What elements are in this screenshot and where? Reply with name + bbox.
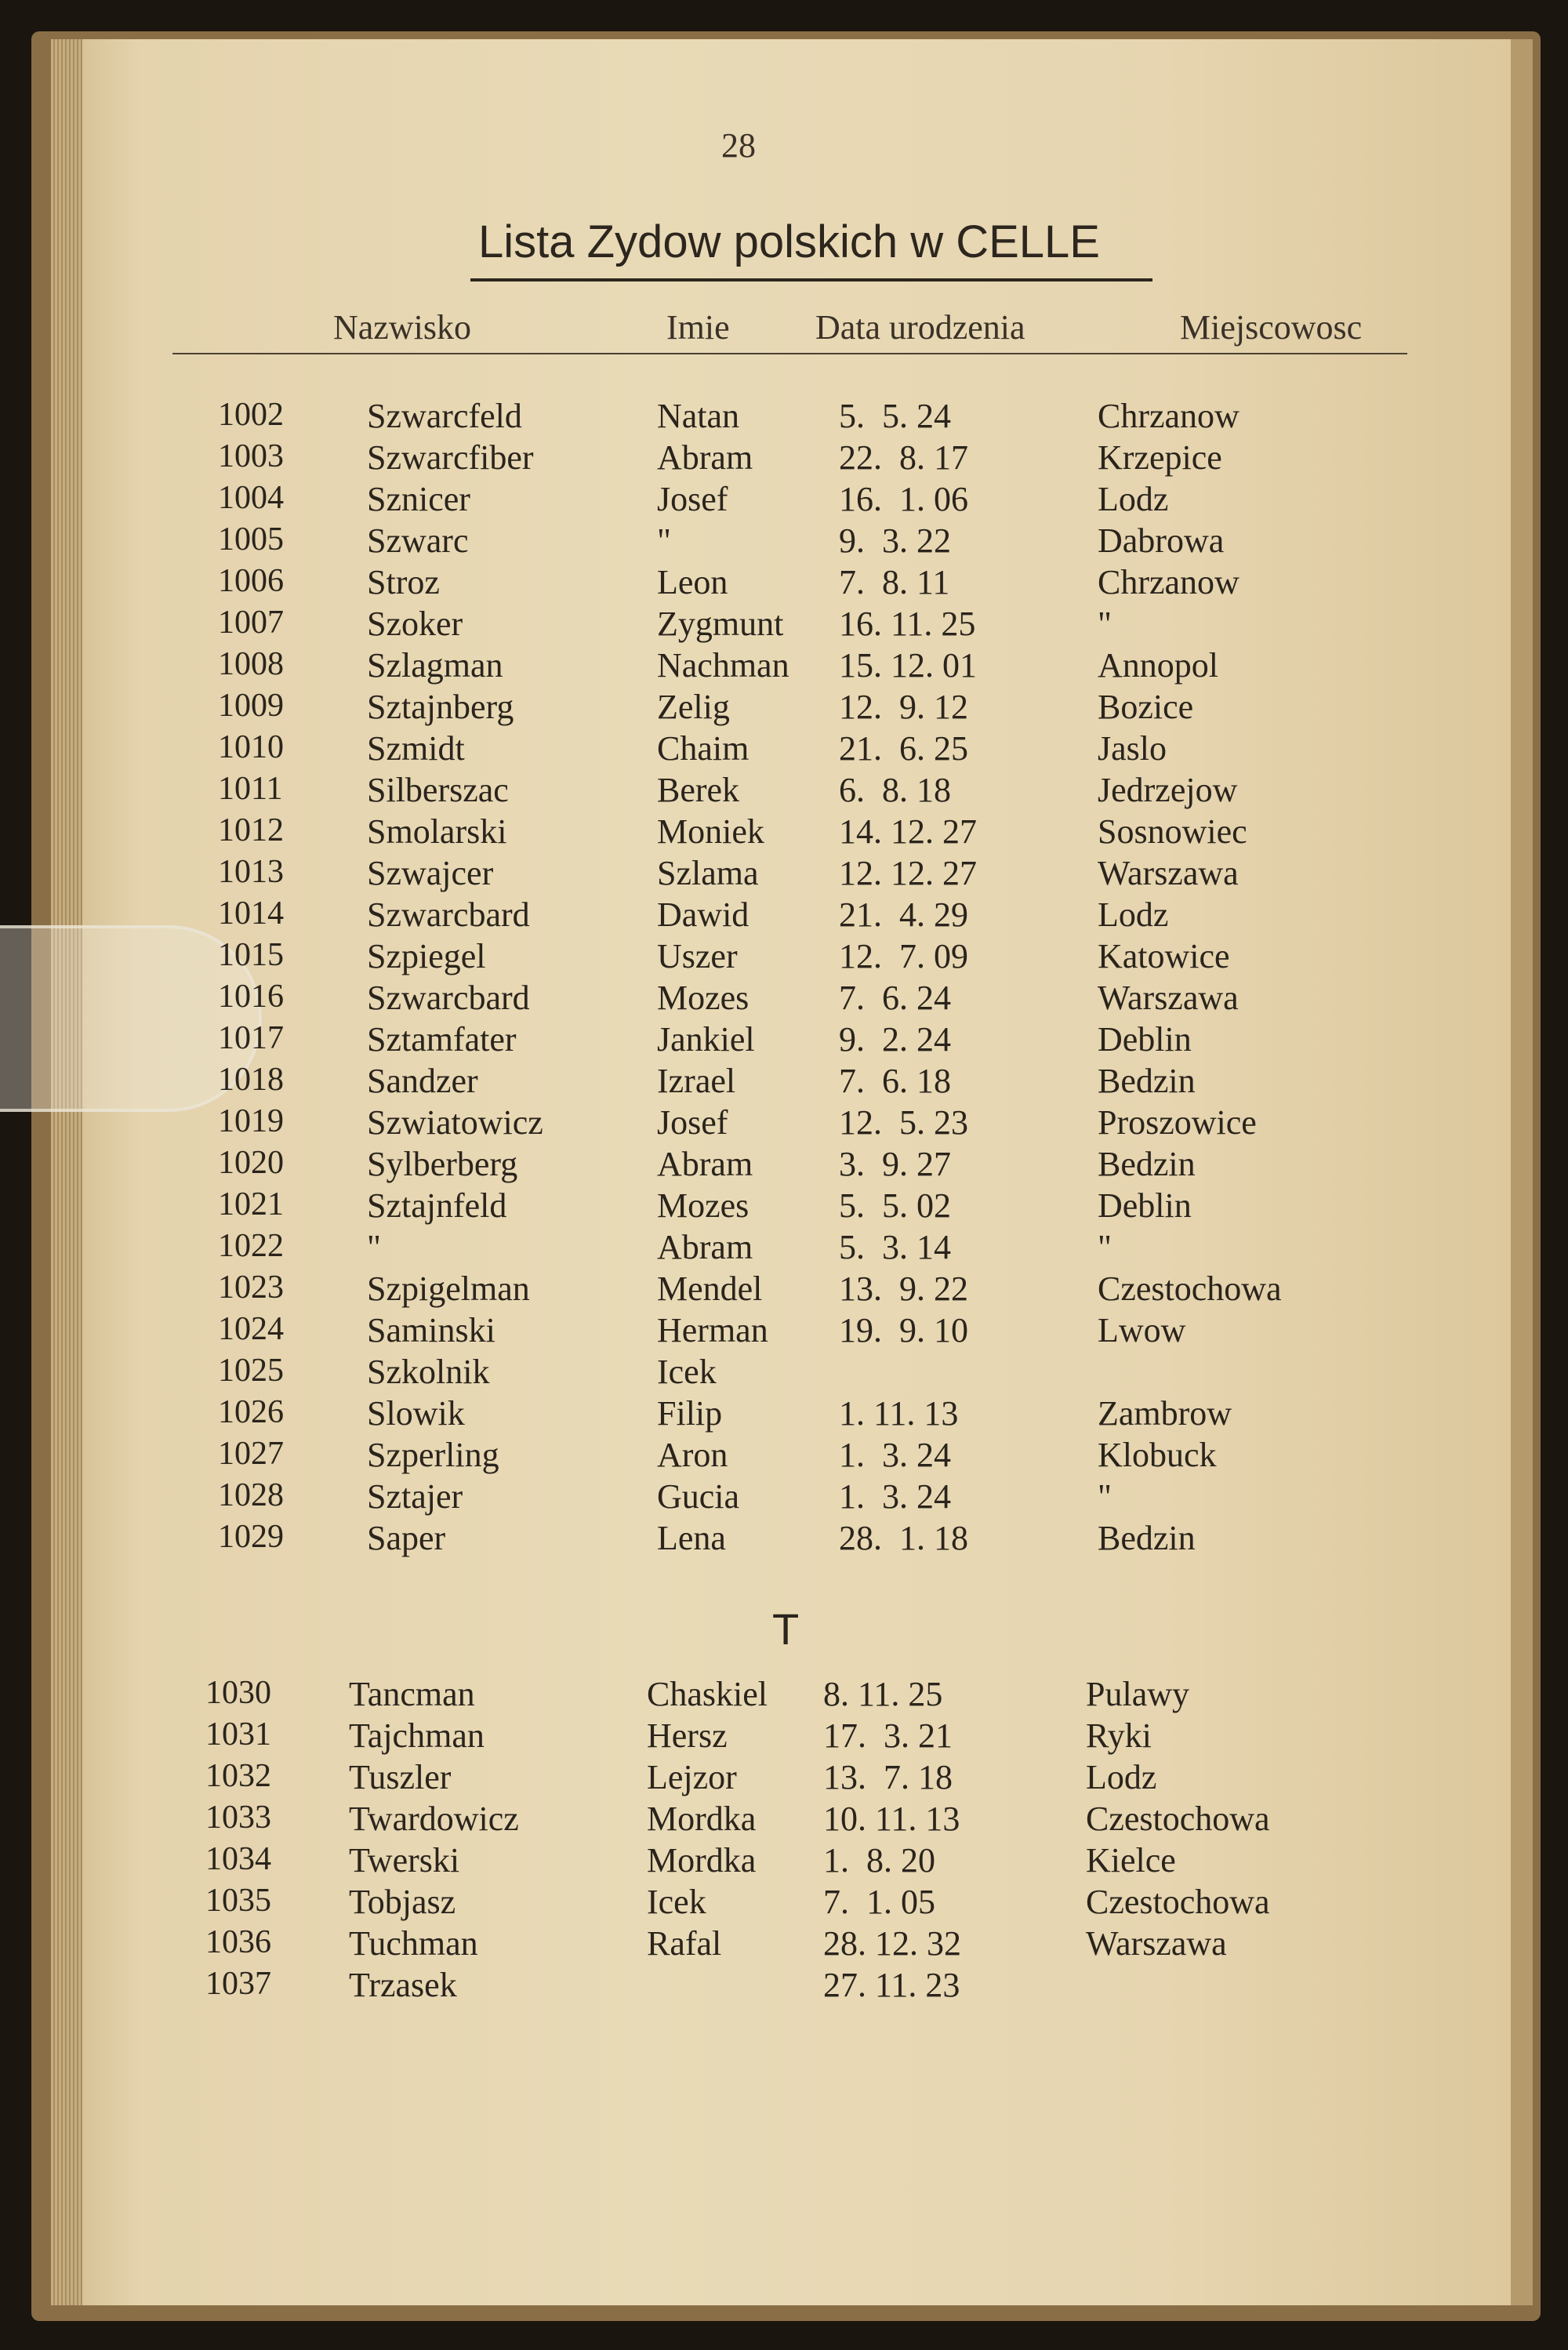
row-surname: Trzasek xyxy=(349,1966,457,2004)
row-number: 1021 xyxy=(218,1186,284,1222)
row-surname: Twerski xyxy=(349,1841,460,1880)
row-birth-date: 7. 6. 18 xyxy=(839,1062,951,1100)
row-first-name: Zelig xyxy=(657,688,730,726)
row-place: Lodz xyxy=(1098,895,1169,934)
page-title: Lista Zydow polskich w CELLE xyxy=(478,216,1100,267)
row-surname: Szwarcfiber xyxy=(367,438,534,477)
row-place: Czestochowa xyxy=(1098,1269,1282,1308)
row-birth-date: 10. 11. 13 xyxy=(823,1800,960,1838)
page-right-edge xyxy=(1511,39,1533,2305)
row-first-name: Uszer xyxy=(657,937,738,975)
row-number: 1008 xyxy=(218,646,284,682)
row-birth-date: 5. 5. 02 xyxy=(839,1186,951,1225)
row-surname: Szwarcbard xyxy=(367,979,530,1017)
row-birth-date: 5. 5. 24 xyxy=(839,397,951,435)
header-rule xyxy=(172,353,1407,354)
row-first-name: Leon xyxy=(657,563,728,601)
row-first-name: Abram xyxy=(657,1145,753,1183)
row-surname: Szpigelman xyxy=(367,1269,530,1308)
row-birth-date: 3. 9. 27 xyxy=(839,1145,951,1183)
row-place: Warszawa xyxy=(1086,1924,1227,1963)
row-place: " xyxy=(1098,1477,1112,1516)
page-spine xyxy=(51,39,82,2305)
row-surname: " xyxy=(367,1228,381,1266)
row-surname: Sztajnfeld xyxy=(367,1186,507,1225)
row-surname: Sylberberg xyxy=(367,1145,518,1183)
row-birth-date: 21. 6. 25 xyxy=(839,729,968,768)
row-first-name: Mordka xyxy=(647,1841,757,1880)
row-surname: Szoker xyxy=(367,605,463,643)
row-birth-date: 14. 12. 27 xyxy=(839,812,977,851)
row-birth-date: 1. 3. 24 xyxy=(839,1436,951,1474)
row-number: 1029 xyxy=(218,1519,284,1555)
row-first-name: Mozes xyxy=(657,1186,750,1225)
row-surname: Szperling xyxy=(367,1436,499,1474)
row-first-name: Nachman xyxy=(657,646,789,685)
row-first-name: Jankiel xyxy=(657,1020,755,1059)
row-number: 1028 xyxy=(218,1477,284,1513)
row-first-name: Mozes xyxy=(657,979,750,1017)
row-place: Deblin xyxy=(1098,1186,1192,1225)
row-surname: Twardowicz xyxy=(349,1800,519,1838)
row-place: " xyxy=(1098,605,1112,643)
row-birth-date: 16. 11. 25 xyxy=(839,605,976,643)
row-number: 1012 xyxy=(218,812,284,848)
row-surname: Sztamfater xyxy=(367,1020,517,1059)
row-first-name: Lena xyxy=(657,1519,726,1557)
row-number: 1036 xyxy=(205,1924,271,1960)
row-first-name: Aron xyxy=(657,1436,728,1474)
row-first-name: Moniek xyxy=(657,812,764,851)
row-place: Warszawa xyxy=(1098,979,1239,1017)
row-birth-date: 1. 11. 13 xyxy=(839,1394,959,1433)
row-surname: Szlagman xyxy=(367,646,503,685)
row-number: 1023 xyxy=(218,1269,284,1306)
row-birth-date: 7. 6. 24 xyxy=(839,979,951,1017)
row-birth-date: 12. 7. 09 xyxy=(839,937,968,975)
row-place: Jedrzejow xyxy=(1098,771,1238,809)
row-number: 1018 xyxy=(218,1062,284,1098)
row-number: 1014 xyxy=(218,895,284,932)
row-surname: Tuchman xyxy=(349,1924,478,1963)
row-place: Katowice xyxy=(1098,937,1230,975)
row-place: Annopol xyxy=(1098,646,1218,685)
row-number: 1019 xyxy=(218,1103,284,1139)
row-place: Czestochowa xyxy=(1086,1883,1270,1921)
row-place: Bedzin xyxy=(1098,1062,1196,1100)
row-number: 1002 xyxy=(218,397,284,433)
row-surname: Szwarcbard xyxy=(367,895,530,934)
row-number: 1011 xyxy=(218,771,283,807)
row-birth-date: 12. 9. 12 xyxy=(839,688,968,726)
row-number: 1022 xyxy=(218,1228,284,1264)
row-number: 1017 xyxy=(218,1020,284,1056)
row-surname: Stroz xyxy=(367,563,440,601)
row-surname: Sznicer xyxy=(367,480,470,518)
row-surname: Smolarski xyxy=(367,812,507,851)
row-surname: Slowik xyxy=(367,1394,465,1433)
row-surname: Saminski xyxy=(367,1311,495,1349)
row-place: Chrzanow xyxy=(1098,397,1240,435)
header-first-name: Imie xyxy=(666,308,730,347)
row-place: Bedzin xyxy=(1098,1145,1196,1183)
page-number: 28 xyxy=(721,126,756,165)
row-place: Zambrow xyxy=(1098,1394,1232,1433)
header-surname: Nazwisko xyxy=(333,308,471,347)
row-surname: Szwarc xyxy=(367,521,469,560)
row-first-name: Mendel xyxy=(657,1269,763,1308)
row-birth-date: 13. 9. 22 xyxy=(839,1269,968,1308)
row-first-name: Josef xyxy=(657,1103,728,1142)
row-place: Klobuck xyxy=(1098,1436,1217,1474)
row-number: 1016 xyxy=(218,979,284,1015)
row-surname: Tobjasz xyxy=(349,1883,456,1921)
row-first-name: " xyxy=(657,521,671,560)
row-birth-date: 28. 12. 32 xyxy=(823,1924,961,1963)
row-surname: Silberszac xyxy=(367,771,509,809)
row-number: 1020 xyxy=(218,1145,284,1181)
row-first-name: Lejzor xyxy=(647,1758,737,1796)
row-first-name: Abram xyxy=(657,1228,753,1266)
row-number: 1007 xyxy=(218,605,284,641)
row-surname: Szkolnik xyxy=(367,1353,490,1391)
row-birth-date: 21. 4. 29 xyxy=(839,895,968,934)
row-birth-date: 7. 8. 11 xyxy=(839,563,950,601)
row-number: 1030 xyxy=(205,1675,271,1711)
row-surname: Szpiegel xyxy=(367,937,486,975)
row-surname: Saper xyxy=(367,1519,446,1557)
row-place: Krzepice xyxy=(1098,438,1222,477)
row-birth-date: 5. 3. 14 xyxy=(839,1228,951,1266)
row-number: 1006 xyxy=(218,563,284,599)
row-place: Sosnowiec xyxy=(1098,812,1247,851)
row-first-name: Izrael xyxy=(657,1062,736,1100)
row-first-name: Chaskiel xyxy=(647,1675,768,1713)
row-birth-date: 1. 8. 20 xyxy=(823,1841,935,1880)
row-first-name: Herman xyxy=(657,1311,768,1349)
row-surname: Szwiatowicz xyxy=(367,1103,543,1142)
row-first-name: Natan xyxy=(657,397,740,435)
row-place: Jaslo xyxy=(1098,729,1167,768)
row-birth-date: 22. 8. 17 xyxy=(839,438,968,477)
row-surname: Sztajer xyxy=(367,1477,463,1516)
row-number: 1033 xyxy=(205,1800,271,1836)
section-letter: T xyxy=(772,1604,800,1654)
row-first-name: Josef xyxy=(657,480,728,518)
row-number: 1032 xyxy=(205,1758,271,1794)
row-place: Deblin xyxy=(1098,1020,1192,1059)
row-place: Kielce xyxy=(1086,1841,1176,1880)
row-first-name: Rafal xyxy=(647,1924,722,1963)
row-surname: Szwajcer xyxy=(367,854,494,892)
row-number: 1037 xyxy=(205,1966,271,2002)
row-place: Bedzin xyxy=(1098,1519,1196,1557)
row-number: 1035 xyxy=(205,1883,271,1919)
row-birth-date: 12. 5. 23 xyxy=(839,1103,968,1142)
row-number: 1003 xyxy=(218,438,284,474)
row-place: Lwow xyxy=(1098,1311,1186,1349)
row-surname: Tuszler xyxy=(349,1758,452,1796)
row-number: 1031 xyxy=(205,1716,271,1753)
row-birth-date: 12. 12. 27 xyxy=(839,854,977,892)
row-surname: Sandzer xyxy=(367,1062,478,1100)
row-place: Dabrowa xyxy=(1098,521,1225,560)
row-birth-date: 17. 3. 21 xyxy=(823,1716,953,1755)
row-first-name: Filip xyxy=(657,1394,723,1433)
title-underline xyxy=(470,278,1152,281)
row-surname: Tancman xyxy=(349,1675,475,1713)
row-place: Bozice xyxy=(1098,688,1194,726)
row-first-name: Abram xyxy=(657,438,753,477)
row-first-name: Icek xyxy=(647,1883,706,1921)
row-birth-date: 6. 8. 18 xyxy=(839,771,951,809)
row-birth-date: 1. 3. 24 xyxy=(839,1477,951,1516)
row-first-name: Berek xyxy=(657,771,740,809)
row-number: 1025 xyxy=(218,1353,284,1389)
row-first-name: Chaim xyxy=(657,729,750,768)
row-surname: Tajchman xyxy=(349,1716,485,1755)
row-place: " xyxy=(1098,1228,1112,1266)
row-first-name: Szlama xyxy=(657,854,759,892)
row-number: 1034 xyxy=(205,1841,271,1877)
row-place: Ryki xyxy=(1086,1716,1152,1755)
header-place: Miejscowosc xyxy=(1180,308,1363,347)
row-first-name: Dawid xyxy=(657,895,750,934)
row-surname: Szwarcfeld xyxy=(367,397,522,435)
row-birth-date: 19. 9. 10 xyxy=(839,1311,968,1349)
row-place: Lodz xyxy=(1098,480,1169,518)
row-place: Czestochowa xyxy=(1086,1800,1270,1838)
row-place: Pulawy xyxy=(1086,1675,1189,1713)
row-number: 1005 xyxy=(218,521,284,558)
row-birth-date: 13. 7. 18 xyxy=(823,1758,953,1796)
row-number: 1026 xyxy=(218,1394,284,1430)
row-place: Warszawa xyxy=(1098,854,1239,892)
row-number: 1009 xyxy=(218,688,284,724)
row-birth-date: 27. 11. 23 xyxy=(823,1966,960,2004)
row-number: 1015 xyxy=(218,937,284,973)
row-number: 1027 xyxy=(218,1436,284,1472)
row-birth-date: 9. 3. 22 xyxy=(839,521,951,560)
row-place: Lodz xyxy=(1086,1758,1157,1796)
row-birth-date: 9. 2. 24 xyxy=(839,1020,951,1059)
row-surname: Sztajnberg xyxy=(367,688,514,726)
row-birth-date: 7. 1. 05 xyxy=(823,1883,935,1921)
row-number: 1010 xyxy=(218,729,284,765)
row-place: Proszowice xyxy=(1098,1103,1257,1142)
row-first-name: Gucia xyxy=(657,1477,740,1516)
row-birth-date: 28. 1. 18 xyxy=(839,1519,968,1557)
row-first-name: Zygmunt xyxy=(657,605,784,643)
row-birth-date: 15. 12. 01 xyxy=(839,646,977,685)
row-first-name: Mordka xyxy=(647,1800,757,1838)
row-first-name: Hersz xyxy=(647,1716,728,1755)
row-surname: Szmidt xyxy=(367,729,465,768)
row-birth-date: 16. 1. 06 xyxy=(839,480,968,518)
row-number: 1013 xyxy=(218,854,284,890)
row-birth-date: 8. 11. 25 xyxy=(823,1675,943,1713)
row-number: 1024 xyxy=(218,1311,284,1347)
row-first-name: Icek xyxy=(657,1353,717,1391)
row-number: 1004 xyxy=(218,480,284,516)
header-birth-date: Data urodzenia xyxy=(815,308,1025,347)
row-place: Chrzanow xyxy=(1098,563,1240,601)
